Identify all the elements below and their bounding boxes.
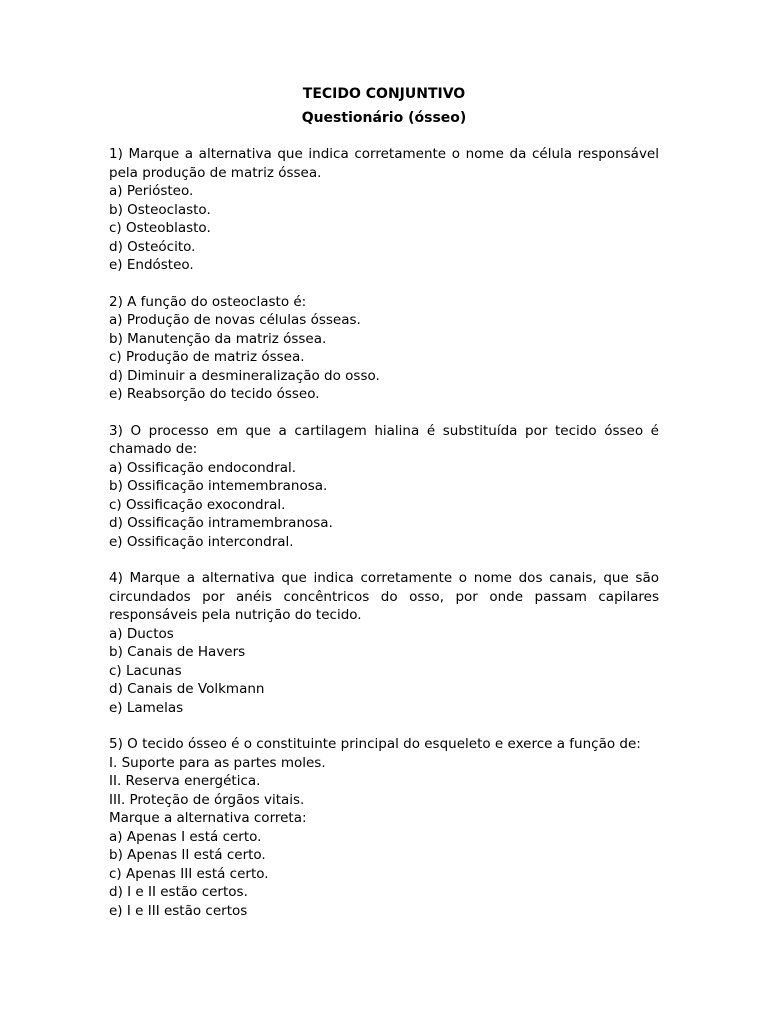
statement-iii: III. Proteção de órgãos vitais.	[109, 791, 305, 808]
question-5	[109, 735, 659, 920]
option-a: a) Apenas I está certo.	[109, 828, 262, 845]
option-d: d) Osteócito.	[109, 238, 196, 255]
option-b: b) Osteoclasto.	[109, 201, 211, 218]
option-e: e) Lamelas	[109, 699, 184, 716]
statement-ii: II. Reserva energética.	[109, 773, 261, 789]
question-4	[109, 569, 659, 717]
option-d: d) I e II estão certos.	[109, 884, 248, 900]
question-3	[109, 422, 659, 552]
option-b: b) Canais de Havers	[109, 644, 246, 660]
question-1	[109, 145, 659, 275]
document-title: TECIDO CONJUNTIVO	[302, 86, 466, 102]
option-d: d) Canais de Volkmann	[109, 681, 265, 697]
question-stem: 1) Marque a alternativa que indica corretamente o nome da célula responsável pela produção de matriz óssea.	[109, 146, 659, 181]
document-subtitle: Questionário (ósseo)	[301, 110, 467, 126]
option-c: c) Ossificação exocondral.	[109, 496, 286, 513]
option-c: c) Produção de matriz óssea.	[109, 349, 305, 365]
question-stem: 2) A função do osteoclasto é:	[109, 293, 307, 310]
option-e: e) Ossificação intercondral.	[109, 533, 294, 550]
option-c: c) Lacunas	[109, 662, 182, 679]
option-b: b) Apenas II está certo.	[109, 847, 266, 863]
instruction-text: Marque a alternativa correta:	[109, 810, 307, 826]
option-a: a) Periósteo.	[109, 183, 194, 199]
question-stem: 3) O processo em que a cartilagem hialina é substituída por tecido ósseo é chamado de:	[109, 422, 659, 457]
question-stem: 5) O tecido ósseo é o constituinte principal do esqueleto e exerce a função de:	[109, 736, 641, 752]
option-a: a) Ossificação endocondral.	[109, 459, 297, 476]
option-a: a) Produção de novas células ósseas.	[109, 312, 361, 328]
option-c: c) Osteoblasto.	[109, 220, 211, 236]
option-e: e) I e III estão certos	[109, 902, 248, 919]
question-2	[109, 293, 659, 404]
option-e: e) Reabsorção do tecido ósseo.	[109, 386, 320, 402]
option-e: e) Endósteo.	[109, 257, 194, 273]
option-c: c) Apenas III está certo.	[109, 865, 269, 882]
option-b: b) Manutenção da matriz óssea.	[109, 330, 327, 347]
document-page	[109, 84, 659, 920]
option-d: d) Ossificação intramembranosa.	[109, 515, 333, 531]
question-stem: 4) Marque a alternativa que indica corretamente o nome dos canais, que são circundados por anéis concêntricos do osso, por onde passam capilares responsáveis pela nutrição do tecido.	[109, 570, 659, 623]
statement-i: I. Suporte para as partes moles.	[109, 754, 326, 771]
option-b: b) Ossificação intemembranosa.	[109, 478, 328, 494]
option-a: a) Ductos	[109, 625, 174, 642]
option-d: d) Diminuir a desmineralização do osso.	[109, 367, 380, 384]
